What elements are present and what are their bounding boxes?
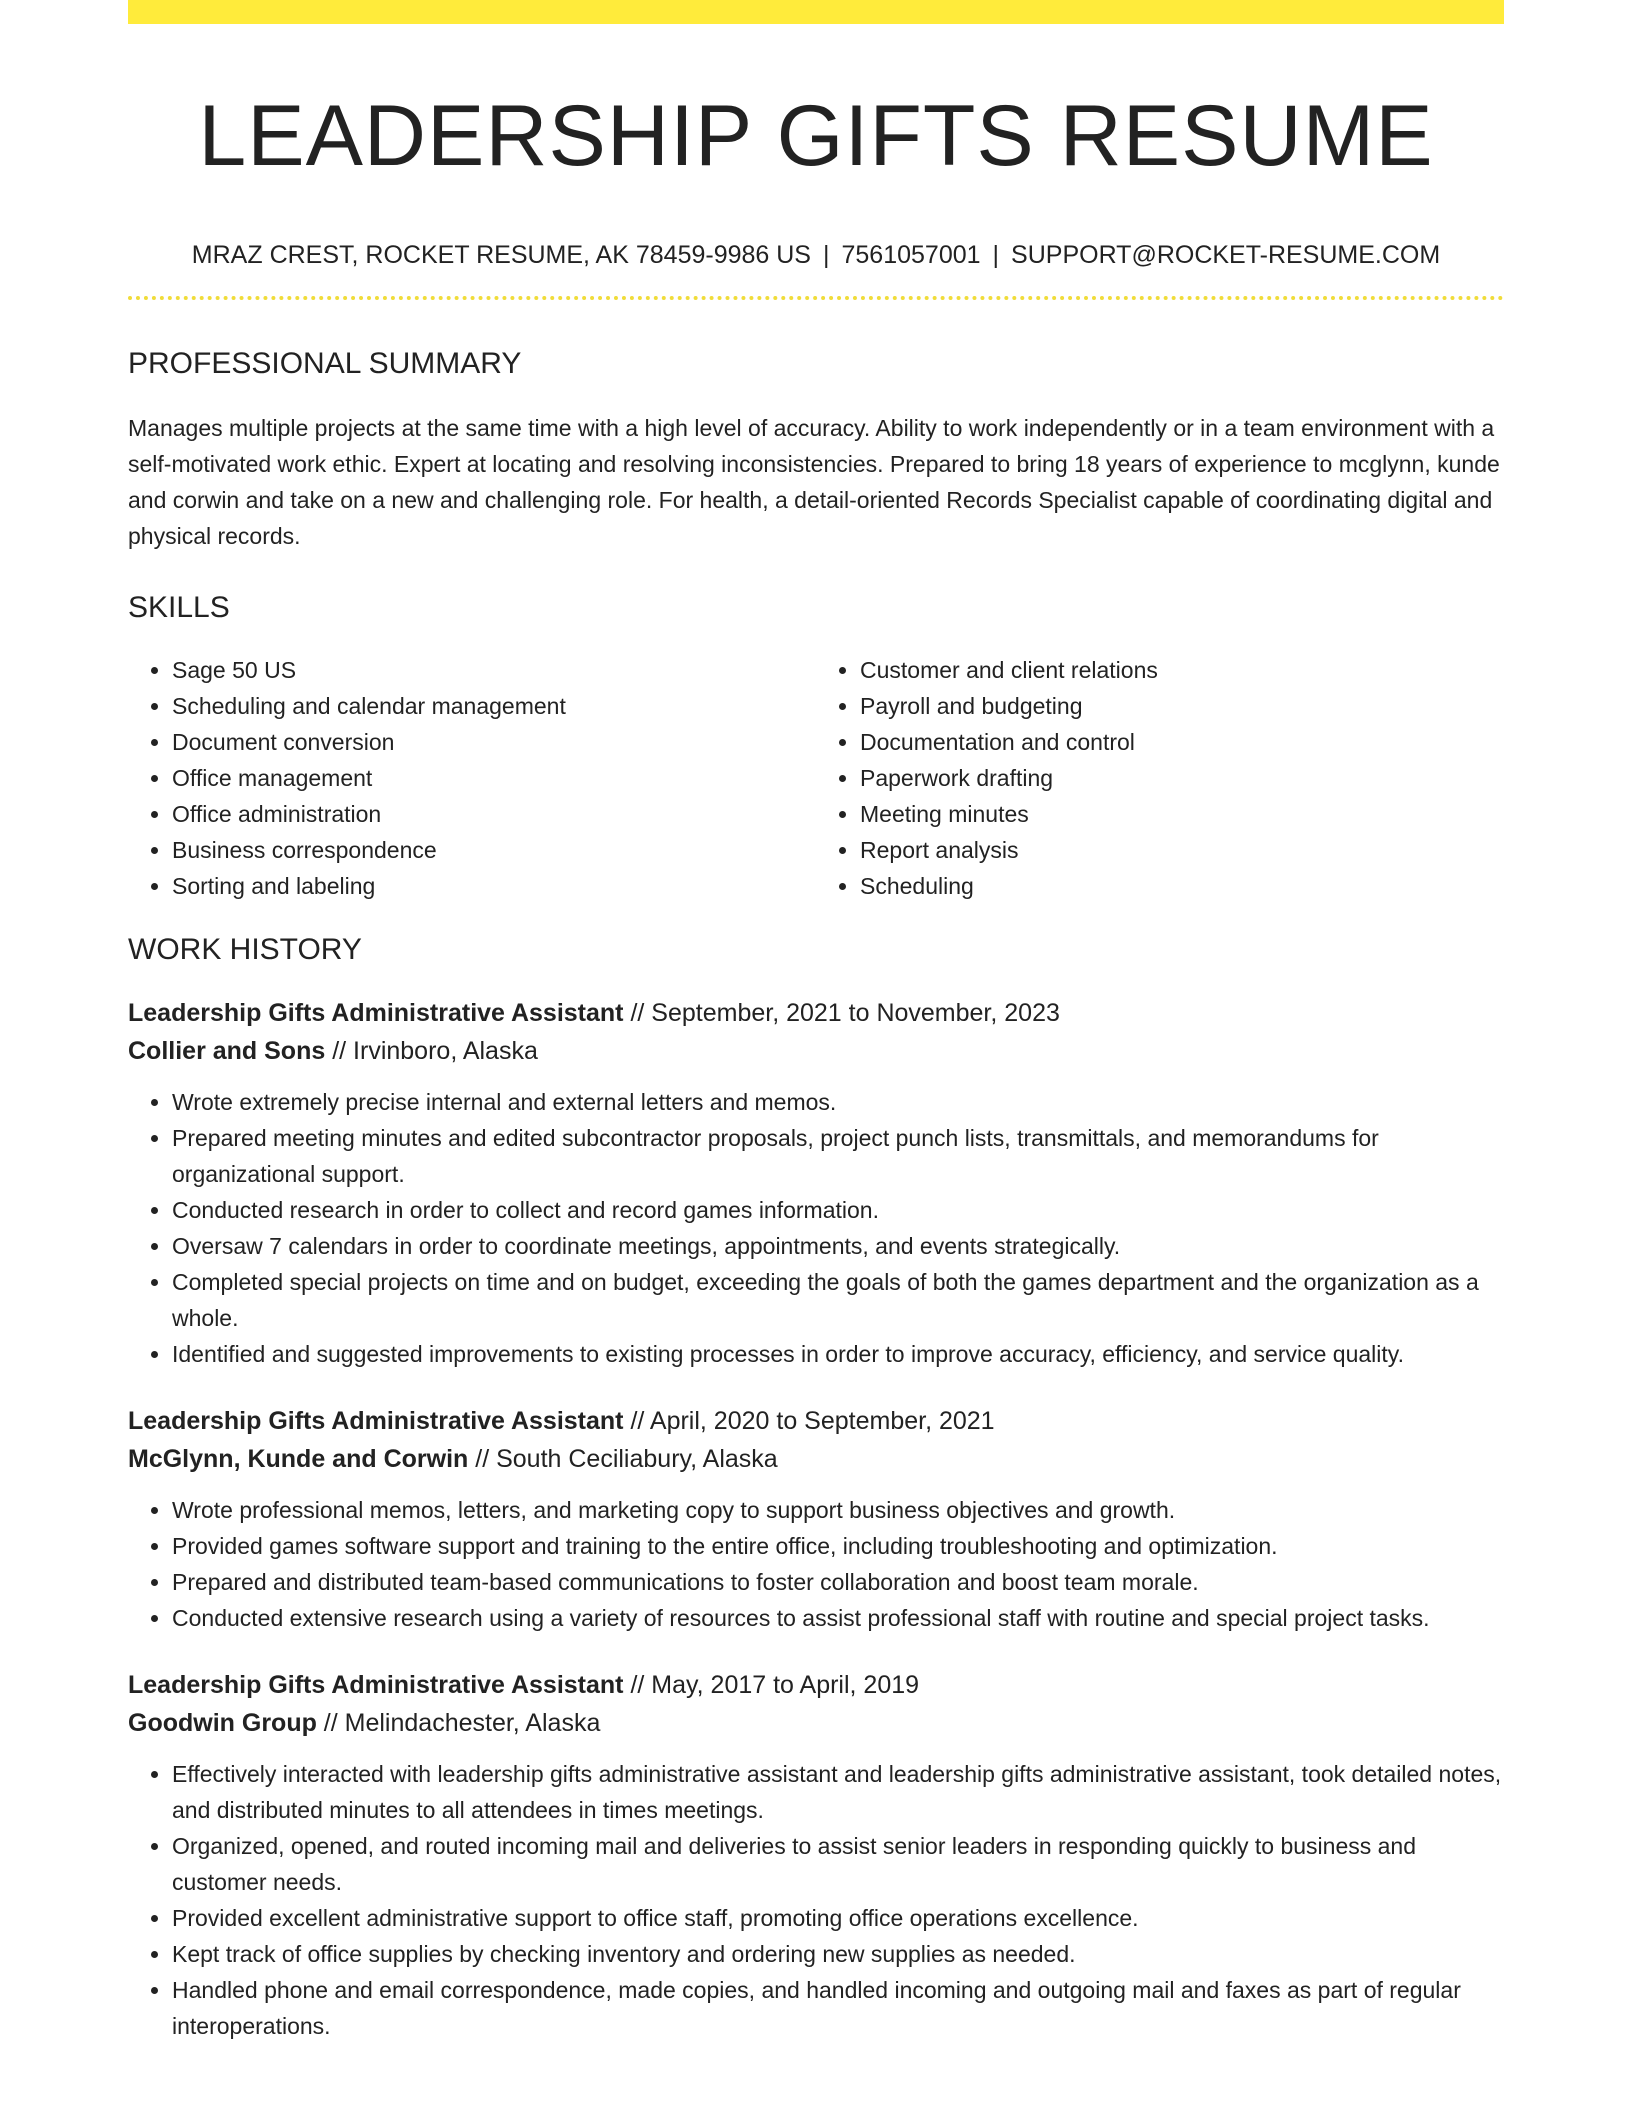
email: SUPPORT@ROCKET-RESUME.COM bbox=[1011, 241, 1441, 270]
job-title-line bbox=[128, 1402, 1504, 1440]
job-title: Leadership Gifts Administrative Assistant bbox=[128, 1671, 624, 1700]
job-bullets bbox=[128, 1084, 1504, 1372]
job-bullet: • Completed special projects on time and on budget, exceeding the goals of both the games department and the organization as a whole. bbox=[172, 1264, 1504, 1336]
job-bullet: • Conducted research in order to collect and record games information. bbox=[172, 1192, 1504, 1228]
skill-item: • Paperwork drafting bbox=[860, 760, 1504, 796]
skill-item: • Office management bbox=[172, 760, 816, 796]
job-bullet: • Oversaw 7 calendars in order to coordinate meetings, appointments, and events strategically. bbox=[172, 1228, 1504, 1264]
company-location: // South Ceciliabury, Alaska bbox=[468, 1445, 778, 1474]
job-bullet: • Handled phone and email correspondence, made copies, and handled incoming and outgoing mail and faxes as part of regular interoperations. bbox=[172, 1972, 1504, 2044]
job-title: Leadership Gifts Administrative Assistant bbox=[128, 1407, 624, 1436]
job-bullets bbox=[128, 1756, 1504, 2044]
company-line bbox=[128, 1704, 1504, 1742]
separator: | bbox=[992, 241, 1000, 270]
skill-item: • Documentation and control bbox=[860, 724, 1504, 760]
company-name: Collier and Sons bbox=[128, 1037, 326, 1066]
skill-item: • Meeting minutes bbox=[860, 796, 1504, 832]
job-bullet: • Organized, opened, and routed incoming mail and deliveries to assist senior leaders in responding quickly to business and customer needs. bbox=[172, 1828, 1504, 1900]
contact-line bbox=[128, 240, 1504, 270]
company-name: Goodwin Group bbox=[128, 1709, 317, 1738]
skill-item: • Office administration bbox=[172, 796, 816, 832]
resume-title: LEADERSHIP GIFTS RESUME bbox=[198, 88, 1434, 184]
skills-list-right bbox=[816, 652, 1504, 904]
job-dates: // May, 2017 to April, 2019 bbox=[623, 1671, 920, 1700]
skill-item: • Payroll and budgeting bbox=[860, 688, 1504, 724]
address: MRAZ CREST, ROCKET RESUME, AK 78459-9986 US bbox=[191, 241, 811, 270]
job-bullet: • Provided games software support and training to the entire office, including troubleshooting and optimization. bbox=[172, 1528, 1504, 1564]
resume-content bbox=[128, 0, 1504, 2044]
job-bullet: • Identified and suggested improvements to existing processes in order to improve accuracy, efficiency, and service quality. bbox=[172, 1336, 1504, 1372]
job-bullet: • Effectively interacted with leadership gifts administrative assistant and leadership gifts administrative assistant, took detailed notes, and distributed minutes to all attendees in times meetings. bbox=[172, 1756, 1504, 1828]
job-bullet: • Prepared and distributed team-based communications to foster collaboration and boost team morale. bbox=[172, 1564, 1504, 1600]
job-bullet: • Conducted extensive research using a variety of resources to assist professional staff with routine and special project tasks. bbox=[172, 1600, 1504, 1636]
skill-item: • Scheduling bbox=[860, 868, 1504, 904]
company-name: McGlynn, Kunde and Corwin bbox=[128, 1445, 469, 1474]
skill-item: • Sorting and labeling bbox=[172, 868, 816, 904]
job-bullet: • Wrote professional memos, letters, and marketing copy to support business objectives and growth. bbox=[172, 1492, 1504, 1528]
job-entry bbox=[128, 994, 1504, 1372]
job-title-line bbox=[128, 994, 1504, 1032]
dotted-divider bbox=[128, 296, 1504, 300]
company-line bbox=[128, 1032, 1504, 1070]
skills-columns bbox=[128, 652, 1504, 904]
skills-heading: SKILLS bbox=[128, 591, 230, 625]
work-history-heading: WORK HISTORY bbox=[128, 933, 362, 967]
skill-item: • Sage 50 US bbox=[172, 652, 816, 688]
job-entry bbox=[128, 1402, 1504, 1636]
skill-item: • Business correspondence bbox=[172, 832, 816, 868]
company-location: // Irvinboro, Alaska bbox=[325, 1037, 538, 1066]
company-line bbox=[128, 1440, 1504, 1478]
phone: 7561057001 bbox=[841, 241, 981, 270]
company-location: // Melindachester, Alaska bbox=[316, 1709, 601, 1738]
job-title-line bbox=[128, 1666, 1504, 1704]
accent-bar bbox=[128, 0, 1504, 24]
job-bullets bbox=[128, 1492, 1504, 1636]
job-dates: // September, 2021 to November, 2023 bbox=[623, 999, 1060, 1028]
skills-list-left bbox=[128, 652, 816, 904]
job-bullet: • Prepared meeting minutes and edited subcontractor proposals, project punch lists, transmittals, and memorandums for organizational support. bbox=[172, 1120, 1504, 1192]
job-bullet: • Kept track of office supplies by checking inventory and ordering new supplies as needed. bbox=[172, 1936, 1504, 1972]
job-bullet: • Provided excellent administrative support to office staff, promoting office operations excellence. bbox=[172, 1900, 1504, 1936]
summary-text: Manages multiple projects at the same time with a high level of accuracy. Ability to work independently or in a team environment with a self-motivated work ethic. Expert at locating and resolving inconsistencies. Prepared to bring 18 years of experience to mcglynn, kunde and corwin and take on a new and challenging role. For health, a detail-oriented Records Specialist capable of coordinating digital and physical records. bbox=[128, 415, 1500, 550]
job-dates: // April, 2020 to September, 2021 bbox=[623, 1407, 995, 1436]
skill-item: • Report analysis bbox=[860, 832, 1504, 868]
skill-item: • Document conversion bbox=[172, 724, 816, 760]
summary-heading: PROFESSIONAL SUMMARY bbox=[128, 347, 522, 381]
job-title: Leadership Gifts Administrative Assistant bbox=[128, 999, 624, 1028]
skill-item: • Customer and client relations bbox=[860, 652, 1504, 688]
job-bullet: • Wrote extremely precise internal and external letters and memos. bbox=[172, 1084, 1504, 1120]
separator: | bbox=[823, 241, 830, 270]
job-entry bbox=[128, 1666, 1504, 2044]
skill-item: • Scheduling and calendar management bbox=[172, 688, 816, 724]
